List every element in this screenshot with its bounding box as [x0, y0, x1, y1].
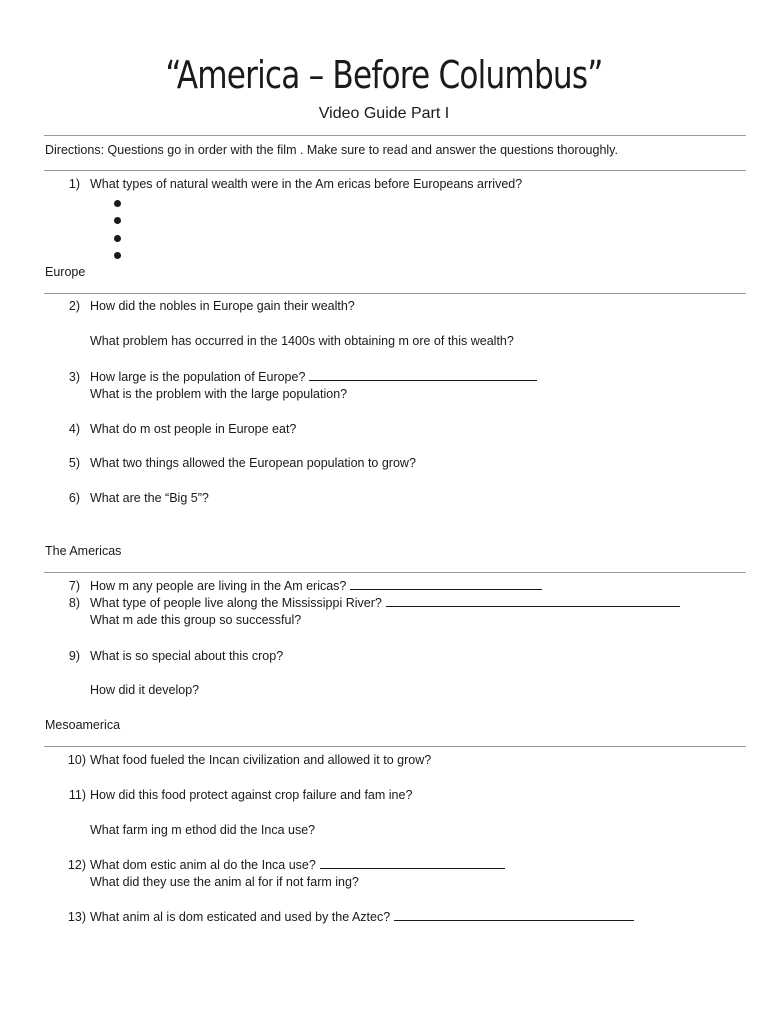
answer-blank[interactable] — [350, 579, 542, 590]
question-number: 4) — [68, 422, 80, 436]
bullet-point — [114, 235, 121, 242]
question-number: 6) — [68, 491, 80, 505]
question-3: How large is the population of Europe? — [90, 369, 537, 386]
section-heading-europe: Europe — [45, 265, 86, 279]
question-number: 7) — [68, 579, 80, 593]
question-2-followup: What problem has occurred in the 1400s with obtaining m ore of this wealth? — [90, 334, 514, 348]
divider — [44, 746, 746, 747]
question-4: What do m ost people in Europe eat? — [90, 422, 297, 436]
question-number: 9) — [68, 649, 80, 663]
question-3-followup: What is the problem with the large population? — [90, 387, 348, 401]
question-11-followup: What farm ing m ethod did the Inca use? — [90, 823, 316, 837]
divider — [44, 293, 746, 294]
question-number: 2) — [68, 299, 80, 313]
question-8-followup: What m ade this group so successful? — [90, 613, 302, 627]
page-subtitle: Video Guide Part I — [318, 105, 450, 122]
bullet-point — [114, 252, 121, 259]
answer-blank[interactable] — [394, 910, 634, 921]
question-number: 13) — [67, 910, 86, 924]
divider — [44, 170, 746, 171]
question-11: How did this food protect against crop failure and fam ine? — [90, 788, 413, 802]
question-2: How did the nobles in Europe gain their wealth? — [90, 299, 355, 313]
question-9-followup: How did it develop? — [90, 683, 200, 697]
question-12-followup: What did they use the anim al for if not farm ing? — [90, 875, 359, 889]
bullet-point — [114, 200, 121, 207]
answer-blank[interactable] — [309, 370, 537, 381]
page-title: “America – Before Columbus” — [165, 53, 603, 97]
answer-blank[interactable] — [386, 596, 680, 607]
question-number: 5) — [68, 456, 80, 470]
question-1: What types of natural wealth were in the Am ericas before Europeans arrived? — [90, 177, 523, 191]
question-12: What dom estic anim al do the Inca use? — [90, 857, 505, 874]
question-number: 8) — [68, 596, 80, 610]
question-13: What anim al is dom esticated and used by the Aztec? — [90, 909, 634, 926]
answer-blank[interactable] — [320, 858, 505, 869]
question-number: 11) — [68, 788, 86, 802]
bullet-point — [114, 217, 121, 224]
question-number: 1) — [68, 177, 80, 191]
question-6: What are the “Big 5”? — [90, 491, 209, 505]
question-number: 12) — [67, 858, 86, 872]
section-heading-mesoamerica: Mesoamerica — [45, 718, 121, 732]
question-number: 10) — [67, 753, 86, 767]
question-8: What type of people live along the Mississippi River? — [90, 595, 680, 612]
question-9: What is so special about this crop? — [90, 649, 284, 663]
question-number: 3) — [68, 370, 80, 384]
directions-text: Directions: Questions go in order with the film . Make sure to read and answer the questions thoroughly. — [45, 143, 618, 157]
question-10: What food fueled the Incan civilization and allowed it to grow? — [90, 753, 432, 767]
question-7: How m any people are living in the Am ericas? — [90, 578, 542, 595]
divider — [44, 572, 746, 573]
section-heading-americas: The Americas — [45, 544, 122, 558]
divider — [44, 135, 746, 136]
question-5: What two things allowed the European population to grow? — [90, 456, 416, 470]
